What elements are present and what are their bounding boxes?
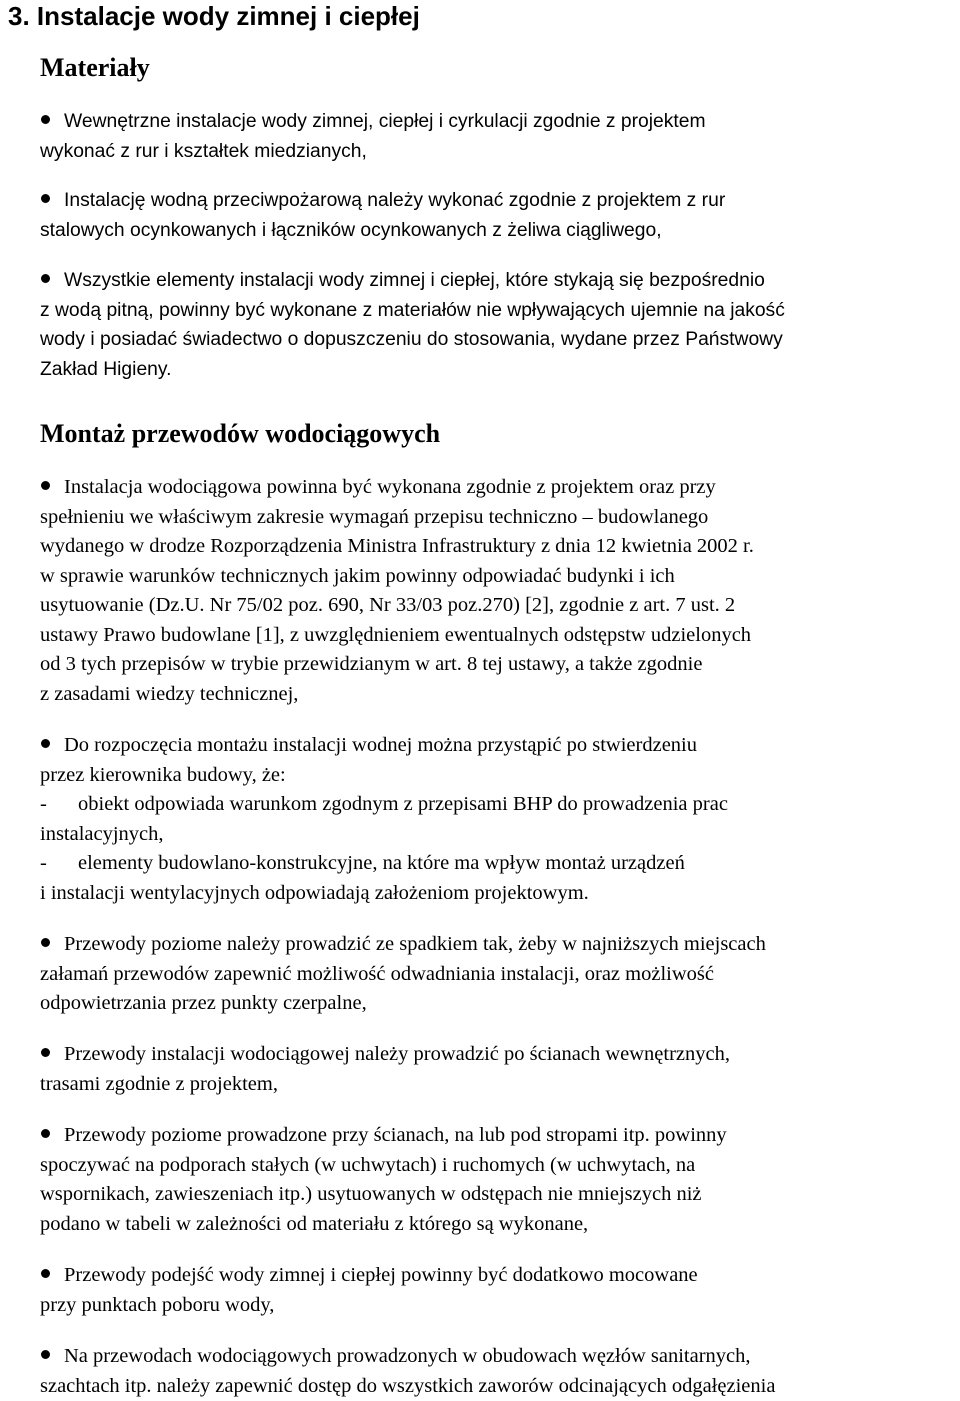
text-line: załamań przewodów zapewnić możliwość odwadniania instalacji, oraz możliwość <box>40 962 714 985</box>
text-line: Instalację wodną przeciwpożarową należy wykonać zgodnie z projektem z rur <box>64 190 726 211</box>
text-line: instalacyjnych, <box>40 822 164 845</box>
bullet-icon <box>41 274 50 283</box>
text-line: Przewody podejść wody zimnej i ciepłej powinny być dodatkowo mocowane <box>64 1264 698 1286</box>
bullet-icon <box>41 1269 50 1278</box>
text-line: Wszystkie elementy instalacji wody zimnej i ciepłej, które stykają się bezpośrednio <box>64 270 765 291</box>
installation-bullet-6 <box>40 1261 955 1320</box>
text-line: trasami zgodnie z projektem, <box>40 1072 278 1095</box>
bullet-icon <box>41 938 50 947</box>
text-line: wykonać z rur i kształtek miedzianych, <box>40 140 367 162</box>
text-line: wydanego w drodze Rozporządzenia Ministra Infrastruktury z dnia 12 kwietnia 2002 r. <box>40 535 754 557</box>
section-heading-installation: Montaż przewodów wodociągowych <box>40 419 441 448</box>
bullet-icon <box>41 481 50 490</box>
bullet-icon <box>41 194 50 203</box>
text-line: spełnieniu we właściwym zakresie wymagań przepisu techniczno – budowlanego <box>40 505 709 528</box>
text-line: Instalacja wodociągowa powinna być wykonana zgodnie z projektem oraz przy <box>64 476 716 498</box>
text-line: z wodą pitną, powinny być wykonane z materiałów nie wpływających ujemnie na jakość <box>40 299 785 321</box>
text-line: przy punktach poboru wody, <box>40 1293 275 1316</box>
text-line: Na przewodach wodociągowych prowadzonych w obudowach węzłów sanitarnych, <box>64 1345 751 1367</box>
text-line: Zakład Higieny. <box>40 358 172 380</box>
materials-bullet-2 <box>40 186 955 245</box>
text-line: Przewody poziome należy prowadzić ze spadkiem tak, żeby w najniższych miejscach <box>64 933 766 955</box>
installation-bullet-5 <box>40 1121 955 1239</box>
bullet-icon <box>41 115 50 124</box>
text-line: Przewody instalacji wodociągowej należy prowadzić po ścianach wewnętrznych, <box>64 1043 730 1065</box>
text-line: wspornikach, zawieszeniach itp.) usytuowanych w odstępach nie mniejszych niż <box>40 1183 702 1205</box>
bullet-icon <box>41 1129 50 1138</box>
installation-bullet-1 <box>40 473 955 709</box>
dash-marker: - <box>40 793 47 815</box>
text-line: przez kierownika budowy, że: <box>40 763 286 786</box>
installation-bullet-2 <box>40 731 955 908</box>
text-line: odpowietrzania przez punkty czerpalne, <box>40 992 367 1014</box>
bullet-icon <box>41 739 50 748</box>
bullet-icon <box>41 1048 50 1057</box>
text-line: Przewody poziome prowadzone przy ścianach, na lub pod stropami itp. powinny <box>64 1124 727 1146</box>
text-line: Do rozpoczęcia montażu instalacji wodnej można przystąpić po stwierdzeniu <box>64 734 697 756</box>
text-line: stalowych ocynkowanych i łączników ocynkowanych z żeliwa ciągliwego, <box>40 219 662 241</box>
text-line: podano w tabeli w zależności od materiału z którego są wykonane, <box>40 1212 589 1235</box>
materials-bullet-1 <box>40 107 955 166</box>
installation-bullet-7 <box>40 1342 955 1401</box>
installation-bullet-3 <box>40 930 955 1019</box>
text-line: elementy budowlano-konstrukcyjne, na które ma wpływ montaż urządzeń <box>78 852 685 874</box>
text-line: ustawy Prawo budowlane [1], z uwzględnieniem ewentualnych odstępstw udzielonych <box>40 623 752 646</box>
text-line: od 3 tych przepisów w trybie przewidzianym w art. 8 tej ustawy, a także zgodnie <box>40 653 703 675</box>
text-line: wody i posiadać świadectwo o dopuszczeniu do stosowania, wydane przez Państwowy <box>40 329 783 350</box>
chapter-title: 3. Instalacje wody zimnej i ciepłej <box>8 1 420 31</box>
bullet-icon <box>41 1350 50 1359</box>
text-line: w sprawie warunków technicznych jakim powinny odpowiadać budynki i ich <box>40 564 675 587</box>
text-line: Wewnętrzne instalacje wody zimnej, ciepłej i cyrkulacji zgodnie z projektem <box>64 111 706 132</box>
text-line: z zasadami wiedzy technicznej, <box>40 682 299 705</box>
text-line: usytuowanie (Dz.U. Nr 75/02 poz. 690, Nr 33/03 poz.270) [2], zgodnie z art. 7 ust. 2 <box>40 594 736 616</box>
text-line: szachtach itp. należy zapewnić dostęp do wszystkich zaworów odcinających odgałęzienia <box>40 1374 776 1397</box>
dash-marker: - <box>40 852 47 874</box>
section-heading-materials: Materiały <box>40 53 150 82</box>
text-line: i instalacji wentylacyjnych odpowiadają założeniom projektowym. <box>40 881 589 904</box>
text-line: obiekt odpowiada warunkom zgodnym z przepisami BHP do prowadzenia prac <box>78 793 728 815</box>
installation-bullet-4 <box>40 1040 955 1099</box>
materials-bullet-3 <box>40 266 955 384</box>
text-line: spoczywać na podporach stałych (w uchwytach) i ruchomych (w uchwytach, na <box>40 1153 696 1176</box>
